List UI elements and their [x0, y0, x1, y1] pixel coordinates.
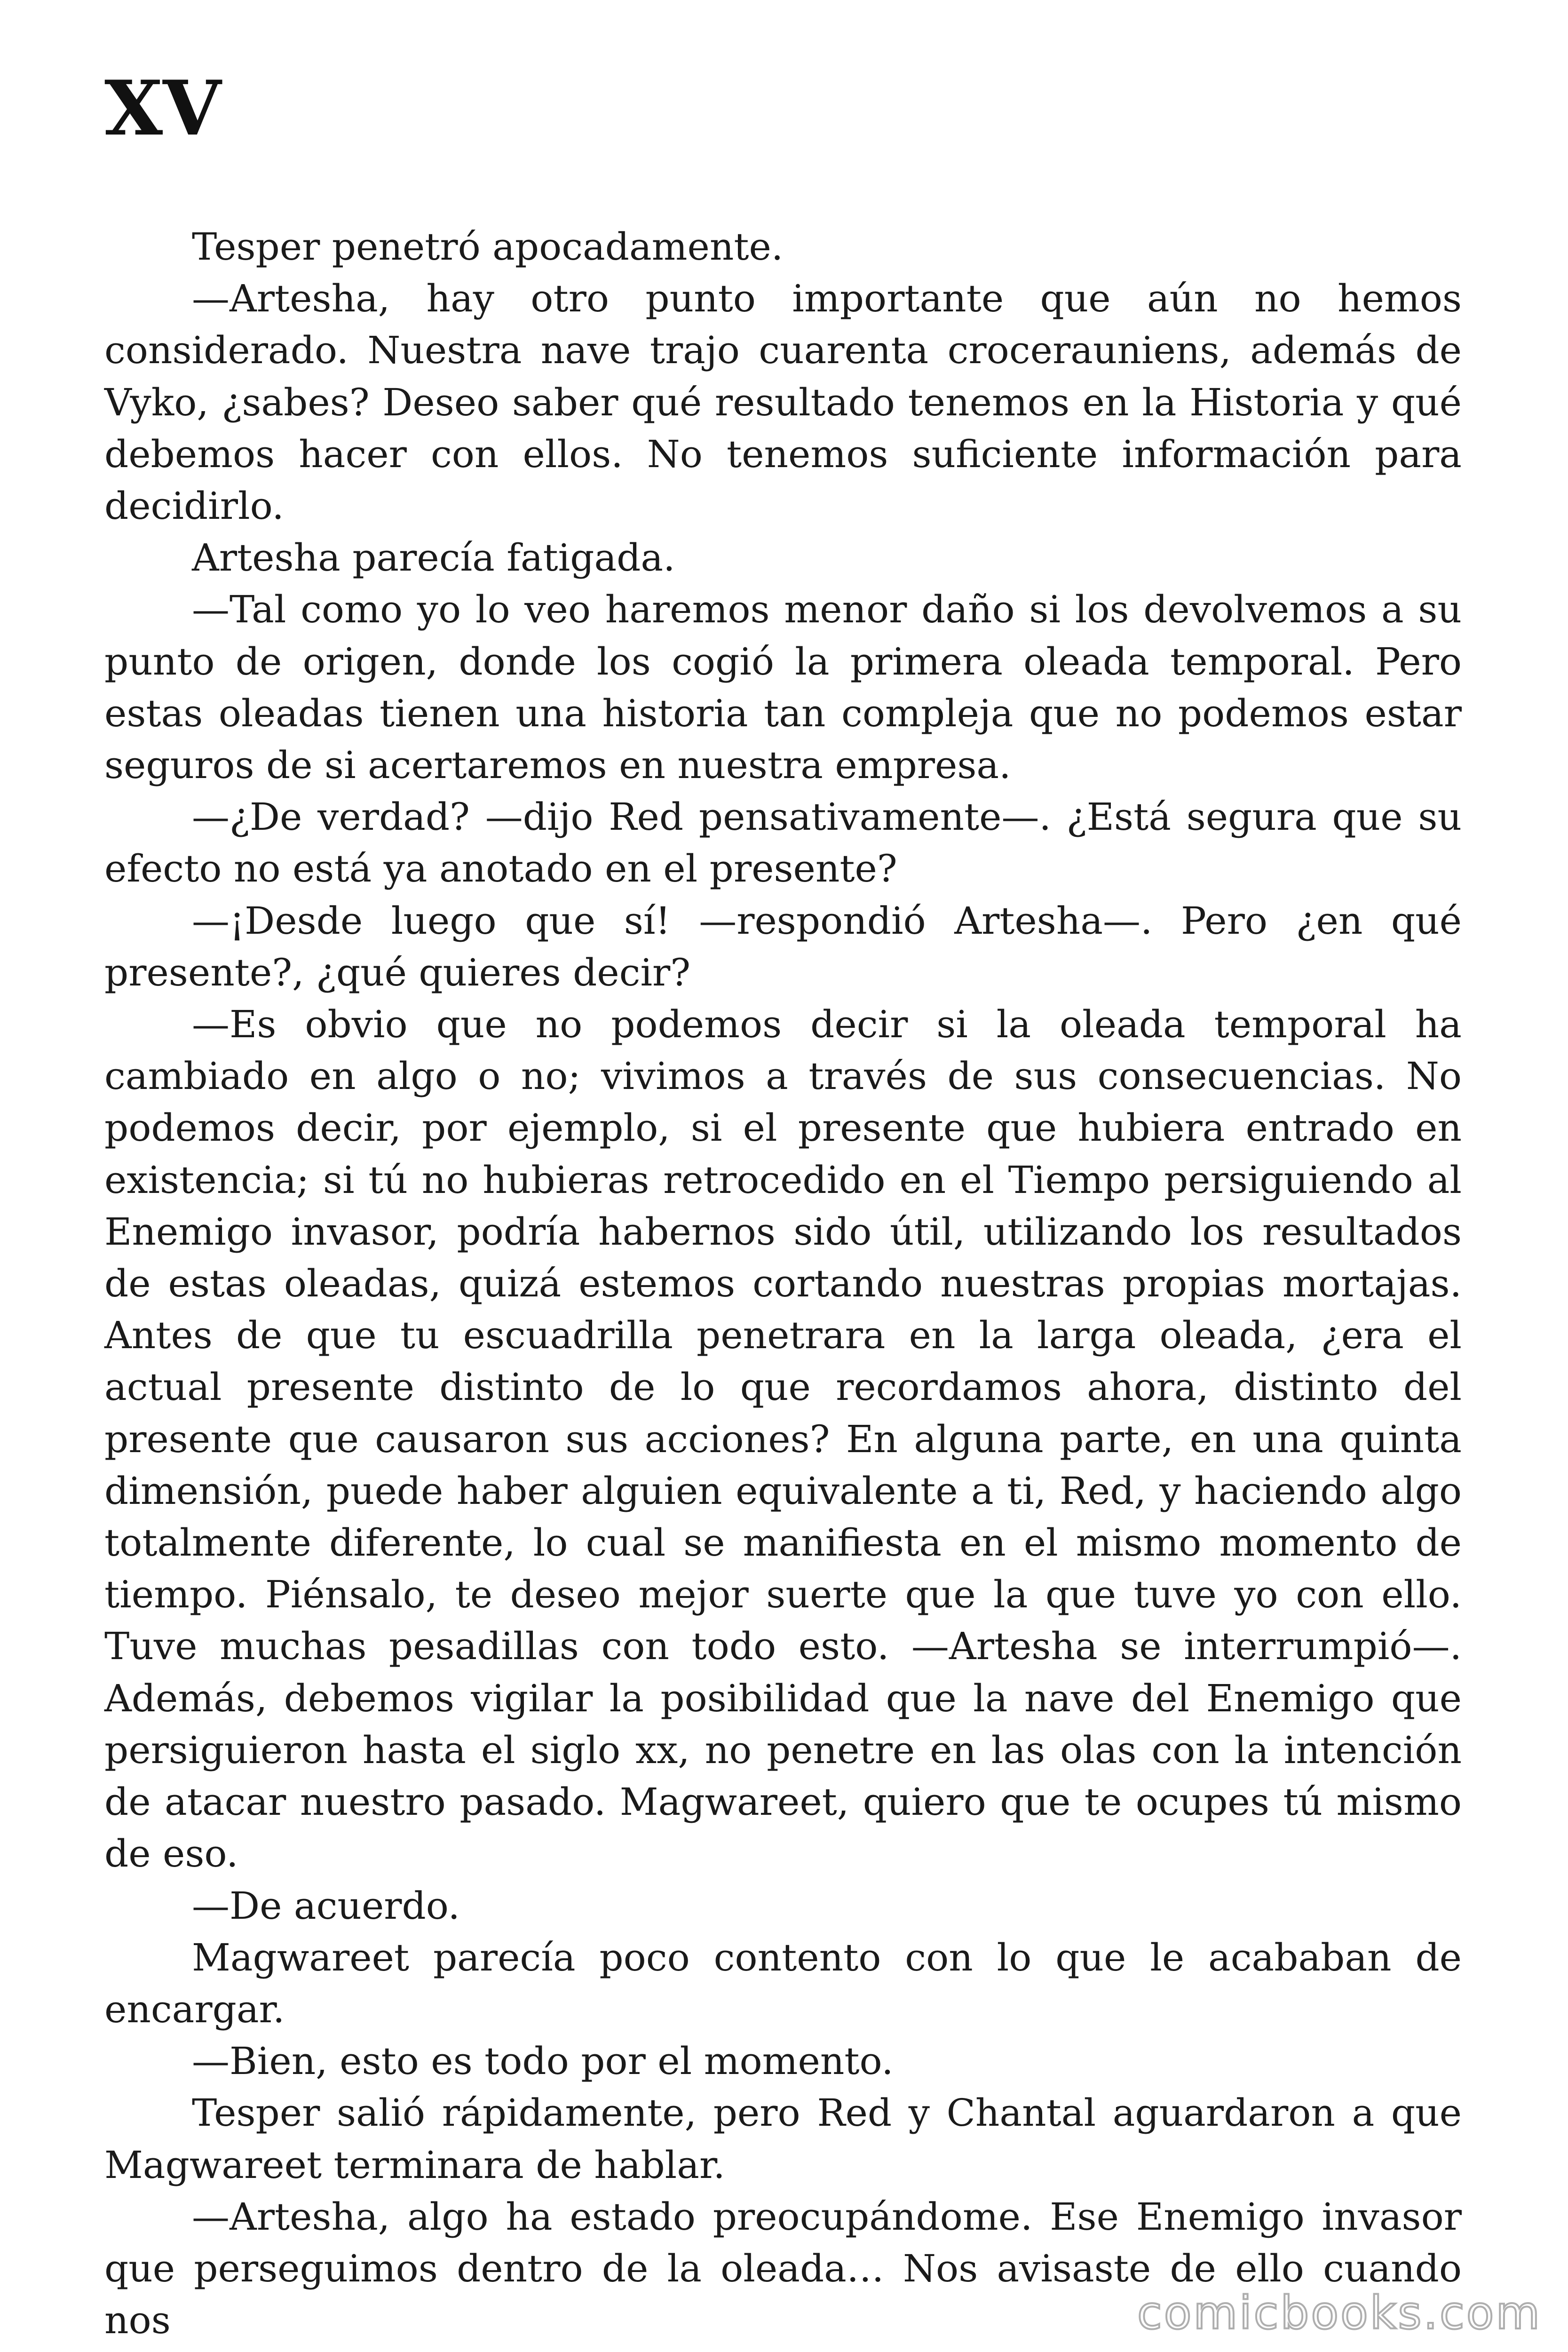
paragraph: Tesper salió rápidamente, pero Red y Chantal aguardaron a que Magwareet terminara de hablar. [104, 2091, 1462, 2187]
paragraph: —De acuerdo. [192, 1883, 460, 1928]
paragraph: —¿De verdad? —dijo Red pensativamente—. ¿Está segura que su efecto no está ya anotado en el presente? [104, 795, 1462, 891]
paragraph: Artesha parecía fatigada. [192, 536, 675, 580]
chapter-heading: XV [104, 64, 222, 152]
paragraph: —Es obvio que no podemos decir si la oleada temporal ha cambiado en algo o no; vivimos a través de sus consecuencias. No podemos decir, por ejemplo, si el presente que hubiera entrado en existencia; si tú no hubieras retrocedido en el Tiempo persiguiendo al Enemigo invasor, podría habernos sido útil, utilizando los resultados de estas oleadas, quizá estemos cortando nuestras propias mortajas. Antes de que tu escuadrilla penetrara en la larga oleada, ¿era el actual presente distinto de lo que recordamos ahora, distinto del presente que causaron sus acciones? En alguna parte, en una quinta dimensión, puede haber alguien equivalente a ti, Red, y haciendo algo totalmente diferente, lo cual se manifiesta en el mismo momento de tiempo. Piénsalo, te deseo mejor suerte que la que tuve yo con ello. Tuve muchas pesadillas con todo esto. —Artesha se interrumpió—. Además, debemos vigilar la posibilidad que la nave del Enemigo que persiguieron hasta el siglo xx, no penetre en las olas con la intención de atacar nuestro pasado. Magwareet, quiero que te ocupes tú mismo de eso. [104, 1002, 1462, 1876]
paragraph: —¡Desde luego que sí! —respondió Artesha—. Pero ¿en qué presente?, ¿qué quieres decir? [104, 898, 1462, 994]
chapter-body [104, 221, 1462, 2346]
paragraph: —Artesha, algo ha estado preocupándome. Ese Enemigo invasor que perseguimos dentro de la oleada… Nos avisaste de ello cuando nos [104, 2194, 1462, 2343]
site-watermark: comicbooks.com [1137, 2287, 1542, 2339]
paragraph: Magwareet parecía poco contento con lo que le acababan de encargar. [104, 1935, 1462, 2031]
paragraph: —Artesha, hay otro punto importante que aún no hemos considerado. Nuestra nave trajo cuarenta crocerauniens, además de Vyko, ¿sabes? Deseo saber qué resultado tenemos en la Historia y qué debemos hacer con ellos. No tenemos suficiente información para decidirlo. [104, 277, 1462, 528]
paragraph: —Tal como yo lo veo haremos menor daño si los devolvemos a su punto de origen, donde los cogió la primera oleada temporal. Pero estas oleadas tienen una historia tan compleja que no podemos estar seguros de si acertaremos en nuestra empresa. [104, 588, 1462, 787]
paragraph: Tesper penetró apocadamente. [192, 225, 784, 269]
paragraph: —Bien, esto es todo por el momento. [192, 2039, 894, 2083]
